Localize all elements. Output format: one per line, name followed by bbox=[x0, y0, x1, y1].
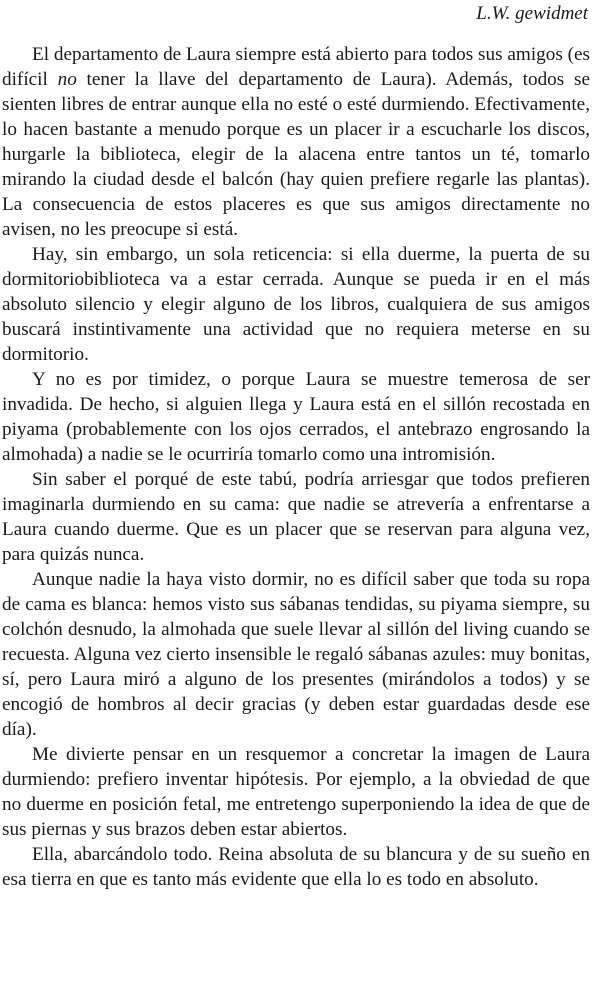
paragraph-1-text-end: tener la llave del departamento de Laura). Además, todos se sienten libres de entrar aunque ella no esté o esté durmiendo. Efectivamente, lo hacen bastante a menudo porque es un placer ir a escucharle los discos, hurgarle la biblioteca, elegir de la alacena entre tantos un té, tomarlo mirando la ciudad desde el balcón (hay quien prefiere regarle las plantas). La consecuencia de estos placeres es que sus amigos directamente no avisen, no les preocupe si está. bbox=[2, 69, 590, 240]
paragraph-2: Hay, sin embargo, un sola reticencia: si ella duerme, la puerta de su dormitoriobiblioteca va a estar cerrada. Aunque se pueda ir en el más absoluto silencio y elegir alguno de los libros, cualquiera de sus amigos buscará instintivamente una actividad que no requiera meterse en su dormitorio. bbox=[2, 244, 590, 365]
paragraph-7: Ella, abarcándolo todo. Reina absoluta de su blancura y de su sueño en esa tierra en que es tanto más evidente que ella lo es todo en absoluto. bbox=[2, 844, 590, 890]
paragraph-4: Sin saber el porqué de este tabú, podría arriesgar que todos prefieren imaginarla durmiendo en su cama: que nadie se atrevería a enfrentarse a Laura cuando duerme. Que es un placer que se reservan para alguna vez, para quizás nunca. bbox=[2, 469, 590, 565]
running-head: L.W. gewidmet bbox=[476, 3, 588, 24]
body-text bbox=[2, 42, 590, 892]
emphasized-word: no bbox=[57, 69, 77, 90]
document-page bbox=[2, 0, 590, 1008]
paragraph-5: Aunque nadie la haya visto dormir, no es difícil saber que toda su ropa de cama es blanca: hemos visto sus sábanas tendidas, su piyama siempre, su colchón desnudo, la almohada que suele llevar al sillón del living cuando se recuesta. Alguna vez cierto insensible le regaló sábanas azules: muy bonitas, sí, pero Laura miró a alguno de los presentes (mirándolos a todos) y se encogió de hombros al decir gracias (y deben estar guardadas desde ese día). bbox=[2, 569, 590, 740]
paragraph-1-text-start: El departamento de Laura siempre está abierto para todos sus amigos (es difícil bbox=[2, 44, 590, 90]
paragraph-3: Y no es por timidez, o porque Laura se muestre temerosa de ser invadida. De hecho, si alguien llega y Laura está en el sillón recostada en piyama (probablemente con los ojos cerrados, el antebrazo engrosando la almohada) a nadie se le ocurriría tomarlo como una intromisión. bbox=[2, 369, 590, 465]
paragraph-1 bbox=[2, 42, 590, 242]
paragraph-6: Me divierte pensar en un resquemor a concretar la imagen de Laura durmiendo: prefiero inventar hipótesis. Por ejemplo, a la obviedad de que no duerme en posición fetal, me entretengo superponiendo la idea de que de sus piernas y sus brazos deben estar abiertos. bbox=[2, 744, 590, 840]
